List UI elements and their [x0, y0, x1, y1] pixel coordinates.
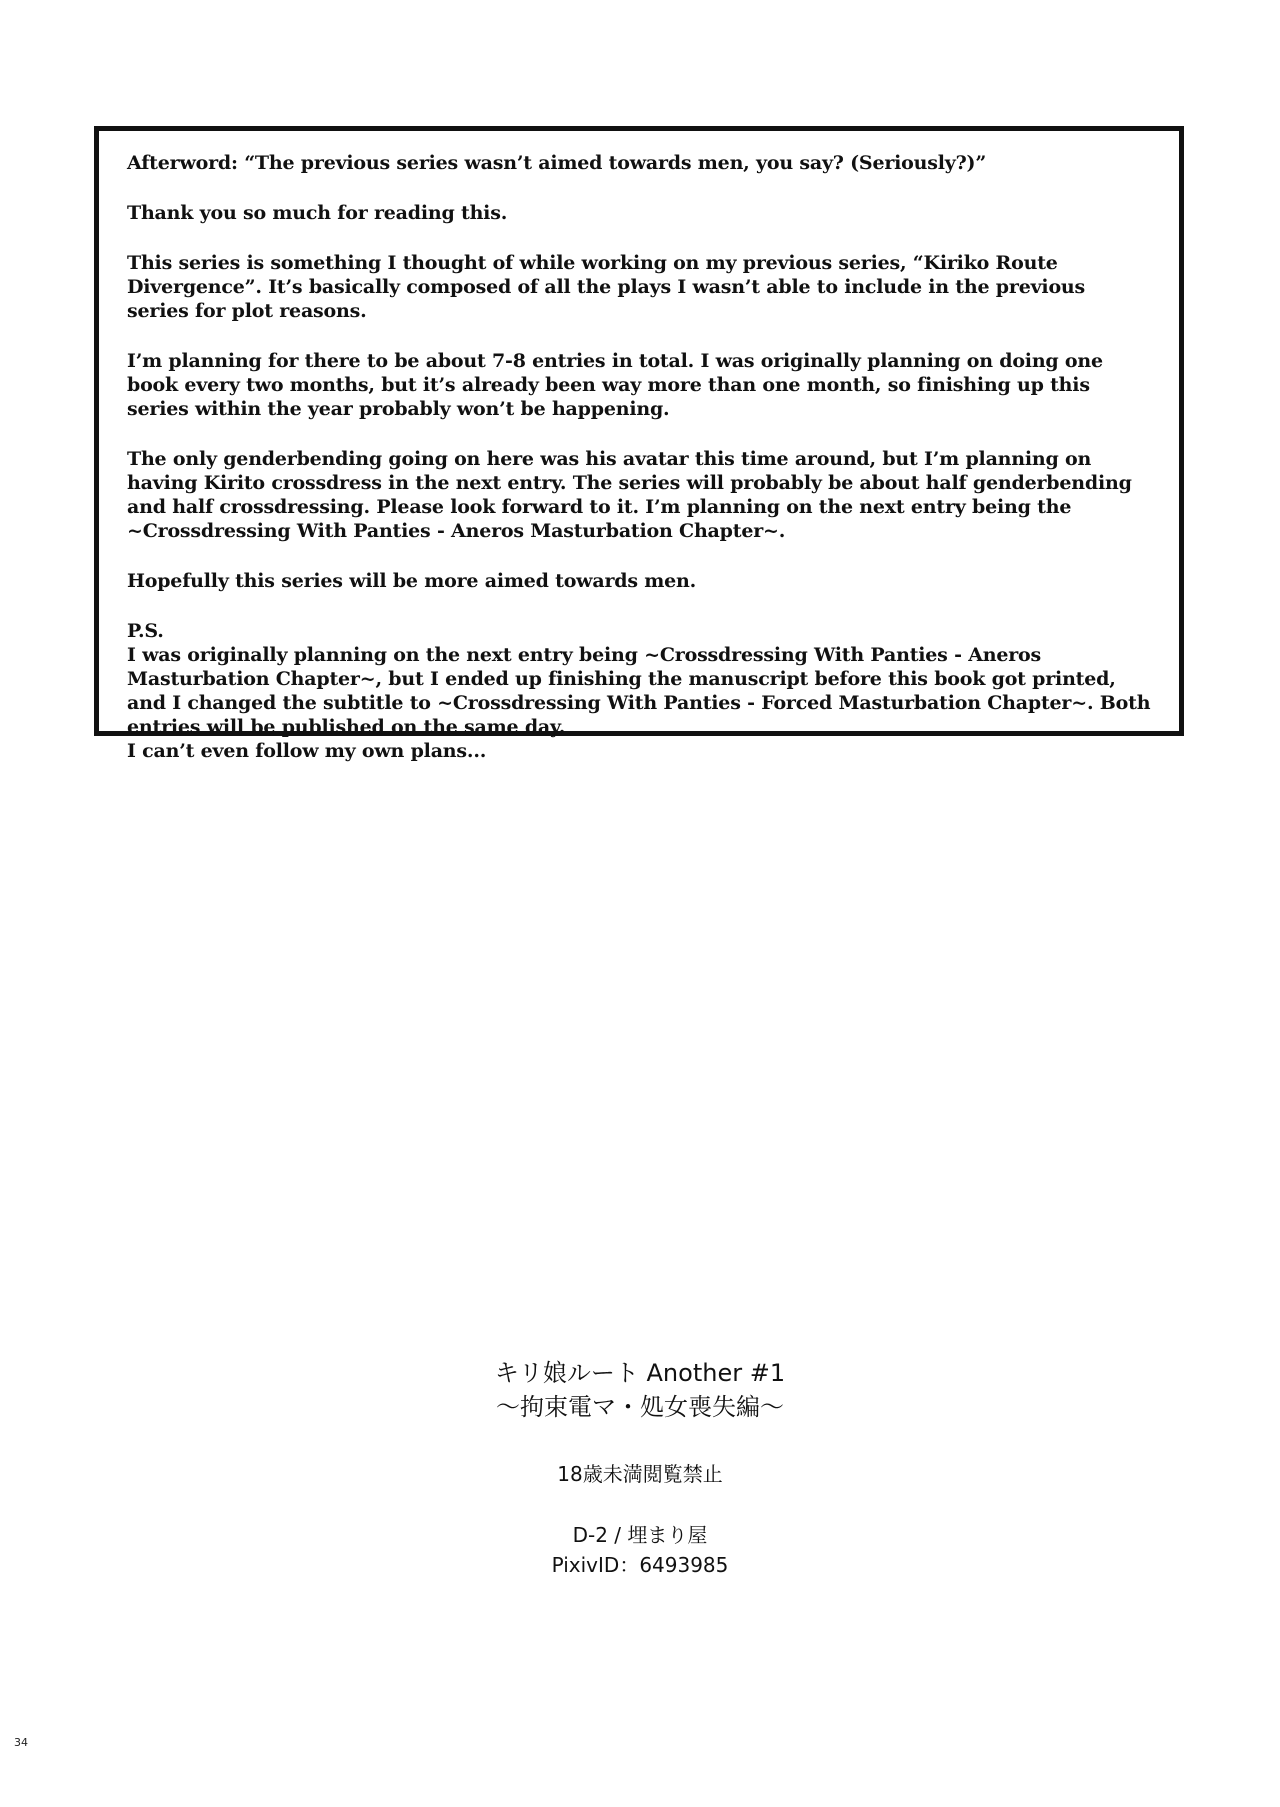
- ps-closing: I can’t even follow my own plans...: [127, 740, 487, 762]
- afterword-box: [94, 126, 1184, 762]
- afterword-paragraph: The only genderbending going on here was his avatar this time around, but I’m planning on having Kirito crossdress in the next entry. The series will probably be about half genderbending and half crossdressing. Please look forward to it. I’m planning on the next entry being the ~Crossdressing With Panties - Aneros Masturbation Chapter~.: [127, 448, 1132, 542]
- afterword-paragraph: I’m planning for there to be about 7-8 entries in total. I was originally planning on doing one book every two months, but it’s already been way more than one month, so finishing up this series within the year probably won’t be happening.: [127, 350, 1103, 420]
- afterword-paragraph: Thank you so much for reading this.: [127, 202, 508, 224]
- circle-name: D-2 / 埋まり屋: [572, 1523, 708, 1547]
- afterword-heading: Afterword: “The previous series wasn’t aimed towards men, you say? (Seriously?)”: [127, 152, 987, 174]
- age-rating-block: [0, 1460, 1280, 1488]
- afterword-paragraph: Hopefully this series will be more aimed towards men.: [127, 570, 697, 592]
- afterword-paragraph: This series is something I thought of while working on my previous series, “Kiriko Route Divergence”. It’s basically composed of all the plays I wasn’t able to include in the previous series for plot reasons.: [127, 252, 1086, 322]
- age-rating: 18歳未満閲覧禁止: [557, 1462, 723, 1486]
- book-subtitle: 〜拘束電マ・処女喪失編〜: [496, 1393, 784, 1421]
- book-title: キリ娘ルート Another #1: [494, 1359, 786, 1387]
- author-block: [0, 1520, 1280, 1580]
- ps-text: I was originally planning on the next entry being ~Crossdressing With Panties - Aneros Masturbation Chapter~, but I ended up finishing the manuscript before this book got printed, and I changed the subtitle to ~Crossdressing With Panties - Forced Masturbation Chapter~. Both entries will be published on the same day.: [127, 644, 1151, 738]
- page-number: 34: [14, 1736, 28, 1749]
- pixiv-id: PixivID：6493985: [551, 1553, 729, 1577]
- ps-label: P.S.: [127, 620, 164, 642]
- colophon: [0, 1356, 1280, 1424]
